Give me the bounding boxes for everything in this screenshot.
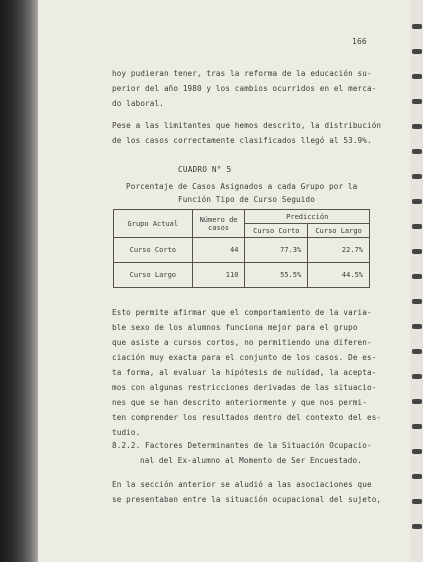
paragraph-line: mos con algunas restricciones derivadas de las situacio- — [112, 383, 377, 392]
binding-hole — [412, 224, 422, 229]
section-heading: nal del Ex-alumno al Momento de Ser Encuestado. — [140, 456, 362, 465]
paragraph-line: nes que se han descrito anteriormente y que nos permi- — [112, 398, 367, 407]
table-row — [114, 263, 370, 288]
binding-hole — [412, 349, 422, 354]
binding-hole — [412, 124, 422, 129]
binding-hole — [412, 199, 422, 204]
paragraph-line: hoy pudieran tener, tras la reforma de la educación su- — [112, 69, 372, 78]
binding-hole — [412, 424, 422, 429]
binding-hole — [412, 74, 422, 79]
binding-hole — [412, 524, 422, 529]
book-spine-shadow — [0, 0, 40, 562]
header-curso-largo: Curso Largo — [308, 224, 370, 238]
binding-hole — [412, 299, 422, 304]
paragraph-line: do laboral. — [112, 99, 164, 108]
section-heading: 8.2.2. Factores Determinantes de la Situación Ocupacio- — [112, 441, 372, 450]
binding-hole — [412, 474, 422, 479]
cuadro-table — [113, 209, 370, 288]
paragraph-line: tudio. — [112, 428, 141, 437]
binding-hole — [412, 249, 422, 254]
binding-hole — [412, 499, 422, 504]
binding-hole — [412, 174, 422, 179]
paragraph-line: ble sexo de los alumnos funciona mejor para el grupo — [112, 323, 358, 332]
binding-hole — [412, 99, 422, 104]
page-number: 166 — [352, 37, 367, 46]
header-numero-line: Número de — [199, 215, 238, 224]
paragraph-line: perior del año 1980 y los cambios ocurridos en el merca- — [112, 84, 377, 93]
paragraph-line: de los casos correctamente clasificados llegó al 53.9%. — [112, 136, 372, 145]
table-caption-subtitle: Porcentaje de Casos Asignados a cada Grupo por la — [126, 182, 358, 191]
paragraph-line: se presentaban entre la situación ocupacional del sujeto, — [112, 495, 382, 504]
row-grupo: Curso Corto — [114, 238, 193, 263]
table-row — [114, 238, 370, 263]
binding-hole — [412, 274, 422, 279]
header-grupo-actual: Grupo Actual — [114, 210, 193, 238]
binding-hole — [412, 49, 422, 54]
header-numero-line: casos — [208, 223, 230, 232]
paragraph-line: En la sección anterior se aludió a las asociaciones que — [112, 480, 372, 489]
row-largo: 22.7% — [308, 238, 370, 263]
paragraph-line: Pese a las limitantes que hemos descrito, la distribución — [112, 121, 382, 130]
paragraph-line: ciación muy exacta para el conjunto de los casos. De es- — [112, 353, 377, 362]
row-n: 44 — [192, 238, 245, 263]
paragraph-line: Esto permite afirmar que el comportamiento de la varia- — [112, 308, 372, 317]
binding-hole — [412, 399, 422, 404]
header-prediccion: Predicción — [245, 210, 370, 224]
header-numero-casos — [192, 210, 245, 238]
paragraph-line: ta forma, al evaluar la hipótesis de nulidad, la acepta- — [112, 368, 377, 377]
row-n: 110 — [192, 263, 245, 288]
binding-hole — [412, 374, 422, 379]
header-curso-corto: Curso Corto — [245, 224, 308, 238]
row-largo: 44.5% — [308, 263, 370, 288]
table-caption-subtitle: Función Tipo de Curso Seguido — [178, 195, 315, 204]
row-corto: 55.5% — [245, 263, 308, 288]
row-grupo: Curso Largo — [114, 263, 193, 288]
binding-hole — [412, 324, 422, 329]
paragraph-line: que asiste a cursos cortos, no permitiendo una diferen- — [112, 338, 372, 347]
binding-hole — [412, 449, 422, 454]
binding-hole — [412, 149, 422, 154]
paragraph-line: ten comprender los resultados dentro del contexto del es- — [112, 413, 382, 422]
binding-hole — [412, 24, 422, 29]
table-caption-title: CUADRO N° 5 — [178, 165, 232, 174]
row-corto: 77.3% — [245, 238, 308, 263]
